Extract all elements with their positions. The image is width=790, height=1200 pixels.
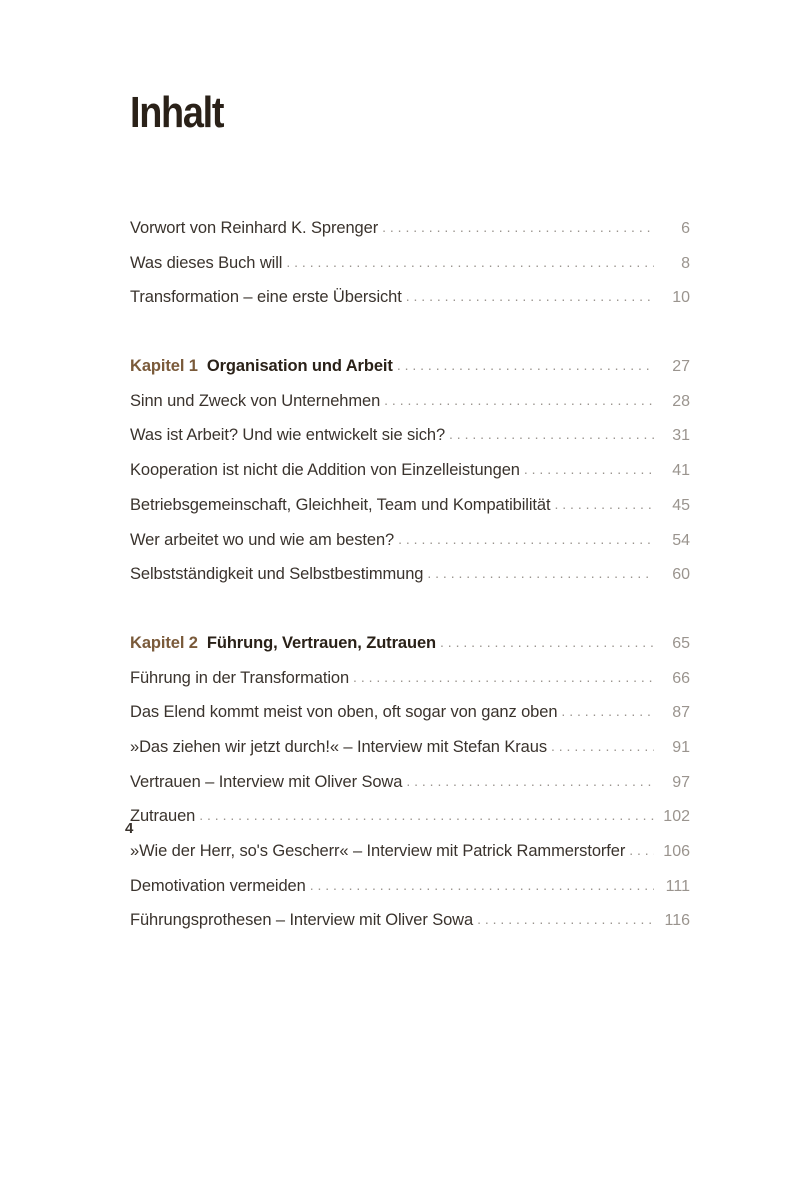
toc-entry-title: Sinn und Zweck von Unternehmen bbox=[130, 391, 381, 410]
toc-entry[interactable] bbox=[130, 557, 690, 592]
chapter-label: Kapitel 1 bbox=[130, 357, 198, 376]
toc-entry-title: Selbstständigkeit und Selbstbestimmung bbox=[130, 565, 424, 584]
toc-entry[interactable] bbox=[130, 523, 690, 558]
table-of-contents bbox=[130, 211, 690, 938]
toc-page-number: 102 bbox=[663, 808, 690, 826]
toc-entry-title: Was dieses Buch will bbox=[130, 253, 283, 272]
toc-section-chapter-1 bbox=[130, 349, 690, 592]
toc-entry[interactable] bbox=[130, 418, 690, 453]
toc-entry-title: Kooperation ist nicht die Addition von Einzelleistungen bbox=[130, 461, 520, 480]
toc-page-number: 111 bbox=[665, 877, 690, 895]
chapter-title: Führung, Vertrauen, Zutrauen bbox=[206, 633, 437, 652]
toc-page-number: 54 bbox=[672, 531, 690, 549]
dot-leader bbox=[449, 417, 654, 452]
toc-entry-title: Zutrauen bbox=[130, 807, 196, 826]
toc-entry[interactable] bbox=[130, 869, 690, 904]
toc-page-number: 116 bbox=[664, 912, 690, 930]
toc-entry[interactable] bbox=[130, 661, 690, 696]
chapter-title: Organisation und Arbeit bbox=[206, 357, 393, 376]
toc-page-number: 87 bbox=[672, 704, 690, 722]
chapter-label: Kapitel 2 bbox=[130, 633, 198, 652]
toc-entry[interactable] bbox=[130, 834, 690, 869]
toc-chapter-heading[interactable] bbox=[130, 626, 690, 661]
toc-entry[interactable] bbox=[130, 211, 690, 246]
toc-page-number: 97 bbox=[672, 773, 690, 791]
dot-leader bbox=[353, 660, 654, 695]
dot-leader bbox=[440, 625, 654, 660]
toc-page-number: 91 bbox=[672, 738, 690, 756]
dot-leader bbox=[406, 279, 654, 314]
toc-entry-title: Demotivation vermeiden bbox=[130, 876, 306, 895]
dot-leader bbox=[382, 210, 654, 245]
toc-page-number: 41 bbox=[672, 462, 690, 480]
toc-entry[interactable] bbox=[130, 903, 690, 938]
dot-leader bbox=[629, 833, 654, 868]
chapter-heading-text bbox=[130, 626, 436, 661]
toc-entry[interactable] bbox=[130, 280, 690, 315]
dot-leader bbox=[310, 868, 654, 903]
toc-page-number: 28 bbox=[672, 392, 690, 410]
toc-section-front-matter bbox=[130, 211, 690, 315]
toc-page-number: 8 bbox=[681, 254, 690, 272]
dot-leader bbox=[427, 556, 654, 591]
toc-entry[interactable] bbox=[130, 488, 690, 523]
page-number-folio: 4 bbox=[125, 820, 134, 837]
toc-entry-title: »Wie der Herr, so's Gescherr« – Interview mit Patrick Rammerstorfer bbox=[130, 842, 626, 860]
toc-entry-title: Transformation – eine erste Übersicht bbox=[130, 288, 402, 307]
dot-leader bbox=[398, 522, 654, 557]
toc-entry-title: Wer arbeitet wo und wie am besten? bbox=[130, 530, 395, 549]
chapter-heading-text bbox=[130, 349, 393, 384]
toc-entry[interactable] bbox=[130, 246, 690, 281]
toc-entry[interactable] bbox=[130, 765, 690, 800]
toc-page-number: 10 bbox=[672, 289, 690, 307]
toc-entry-title: Was ist Arbeit? Und wie entwickelt sie sich? bbox=[130, 426, 446, 445]
toc-page-number: 31 bbox=[672, 427, 690, 445]
toc-entry[interactable] bbox=[130, 799, 690, 834]
dot-leader bbox=[524, 452, 654, 487]
toc-page-number: 65 bbox=[672, 634, 690, 652]
dot-leader bbox=[199, 798, 654, 833]
toc-chapter-heading[interactable] bbox=[130, 349, 690, 384]
toc-page-number: 66 bbox=[672, 669, 690, 687]
dot-leader bbox=[406, 764, 654, 799]
toc-section-chapter-2 bbox=[130, 626, 690, 938]
dot-leader bbox=[561, 694, 654, 729]
toc-entry-title: Führungsprothesen – Interview mit Oliver Sowa bbox=[130, 911, 474, 930]
dot-leader bbox=[397, 348, 654, 383]
toc-page-number: 106 bbox=[663, 843, 690, 860]
dot-leader bbox=[384, 383, 654, 418]
toc-entry-title: Vorwort von Reinhard K. Sprenger bbox=[130, 219, 379, 237]
toc-entry[interactable] bbox=[130, 384, 690, 419]
toc-entry[interactable] bbox=[130, 730, 690, 765]
toc-entry-title: Vertrauen – Interview mit Oliver Sowa bbox=[130, 772, 403, 791]
toc-entry-title: Betriebsgemeinschaft, Gleichheit, Team und Kompatibilität bbox=[130, 495, 551, 514]
toc-page-number: 45 bbox=[672, 496, 690, 514]
toc-page-number: 6 bbox=[681, 220, 690, 237]
dot-leader bbox=[551, 729, 654, 764]
dot-leader bbox=[286, 245, 654, 280]
dot-leader bbox=[477, 902, 654, 937]
toc-entry[interactable] bbox=[130, 453, 690, 488]
toc-entry-title: »Das ziehen wir jetzt durch!« – Interview mit Stefan Kraus bbox=[130, 737, 547, 756]
toc-entry[interactable] bbox=[130, 695, 690, 730]
toc-entry-title: Das Elend kommt meist von oben, oft sogar von ganz oben bbox=[130, 703, 558, 722]
page-title: Inhalt bbox=[130, 88, 224, 137]
dot-leader bbox=[554, 487, 654, 522]
toc-entry-title: Führung in der Transformation bbox=[130, 668, 350, 687]
toc-page-number: 27 bbox=[672, 358, 690, 376]
toc-page-number: 60 bbox=[672, 566, 690, 584]
